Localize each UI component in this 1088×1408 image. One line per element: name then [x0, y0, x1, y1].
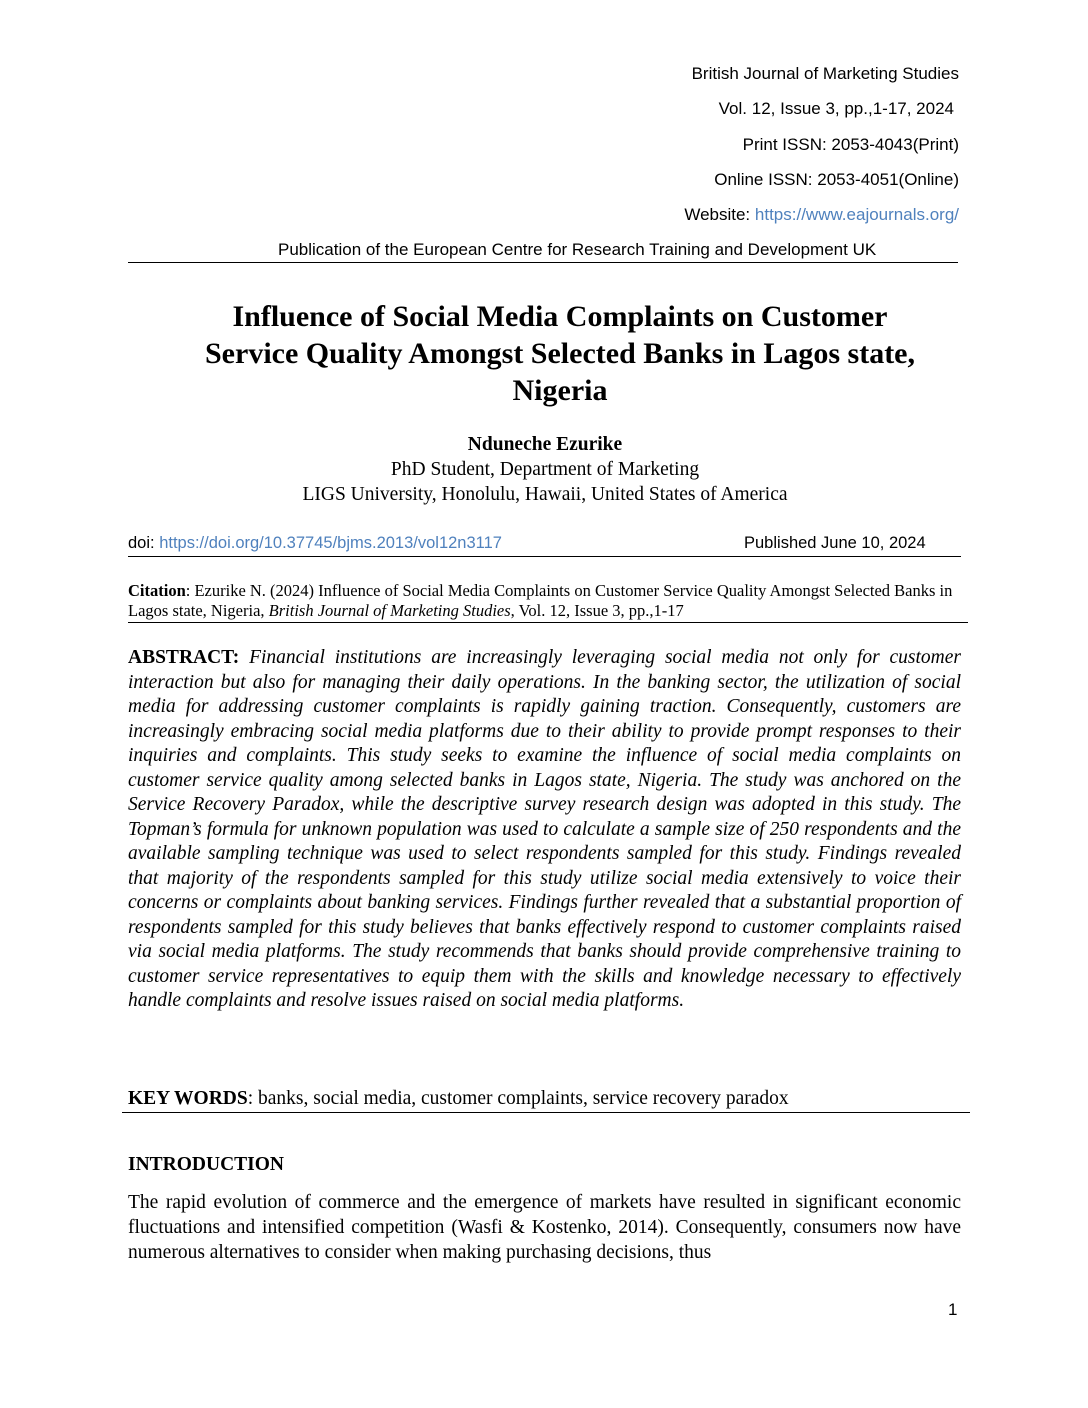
title-line-1: Influence of Social Media Complaints on Customer — [232, 300, 888, 333]
keywords-text: : banks, social media, customer complaints, service recovery paradox — [247, 1088, 789, 1109]
doi-divider — [128, 556, 961, 557]
doi-label: doi: — [128, 534, 160, 552]
citation-journal: British Journal of Marketing Studies — [268, 601, 511, 620]
citation-divider — [128, 622, 968, 623]
abstract-label: ABSTRACT: — [128, 647, 240, 668]
citation — [128, 581, 966, 621]
abstract-text: Financial institutions are increasingly leveraging social media not only for customer interaction but also for managing their daily operations. In the banking sector, the utilization of social media for addressing customer complaints is rapidly gaining traction. Consequently, customers are increasingly embracing social media platforms due to their ability to provide prompt responses to their inquiries and complaints. This study seeks to examine the influence of social media complaints on customer service quality among selected banks in Lagos state, Nigeria. The study was anchored on the Service Recovery Paradox, while the descriptive survey research design was adopted in this study. The Topman’s formula for unknown population was used to calculate a sample size of 250 respondents and the available sampling technique was used to select respondents sampled for this study. Findings revealed that majority of the respondents sampled for this study utilize social media extensively to voice their concerns or complaints about banking services. Findings further revealed that a substantial proportion of respondents sampled for this study believes that banks effectively respond to customer complaints raised via social media platforms. The study recommends that banks should provide comprehensive training to customer service representatives to equip them with the skills and knowledge necessary to effectively handle complaints and resolve issues raised on social media platforms. — [128, 647, 961, 1011]
header-divider — [128, 262, 958, 263]
published-date: Published June 10, 2024 — [744, 534, 926, 552]
page-number: 1 — [948, 1300, 958, 1319]
journal-name: British Journal of Marketing Studies — [691, 64, 959, 83]
doi-link[interactable]: https://doi.org/10.37745/bjms.2013/vol12n3117 — [159, 534, 502, 552]
website-label: Website: — [684, 205, 755, 224]
publisher-line: Publication of the European Centre for Research Training and Development UK — [278, 240, 877, 259]
title-line-2: Service Quality Amongst Selected Banks in Lagos state, — [205, 337, 915, 370]
title-line-3: Nigeria — [512, 374, 608, 407]
keywords-divider — [122, 1112, 970, 1113]
paper-title — [140, 298, 980, 409]
author-name: Nduneche Ezurike — [467, 434, 623, 455]
author-affiliation: LIGS University, Honolulu, Hawaii, United States of America — [302, 484, 788, 505]
introduction-heading: INTRODUCTION — [128, 1154, 285, 1175]
introduction-paragraph: The rapid evolution of commerce and the emergence of markets have resulted in significant economic fluctuations and intensified competition (Wasfi & Kostenko, 2014). Consequently, consumers now have numerous alternatives to consider when making purchasing decisions, thus — [128, 1192, 961, 1263]
citation-label: Citation — [128, 581, 186, 600]
citation-volume: , Vol. 12, Issue 3, pp.,1-17 — [510, 601, 684, 620]
citation-text: : Ezurike N. (2024) Influence of Social Media Complaints on Customer Service Quality Amongst Selected Banks in Lagos state, Nigeria, — [128, 581, 953, 620]
website-line — [684, 205, 959, 225]
journal-volume: Vol. 12, Issue 3, pp.,1-17, 2024 — [718, 99, 954, 118]
print-issn: Print ISSN: 2053-4043(Print) — [742, 135, 959, 154]
keywords-label: KEY WORDS — [128, 1088, 248, 1109]
author-position: PhD Student, Department of Marketing — [390, 459, 700, 480]
website-link[interactable]: https://www.eajournals.org/ — [754, 205, 959, 224]
online-issn: Online ISSN: 2053-4051(Online) — [714, 170, 959, 189]
keywords — [128, 1088, 968, 1110]
abstract — [128, 646, 961, 1014]
